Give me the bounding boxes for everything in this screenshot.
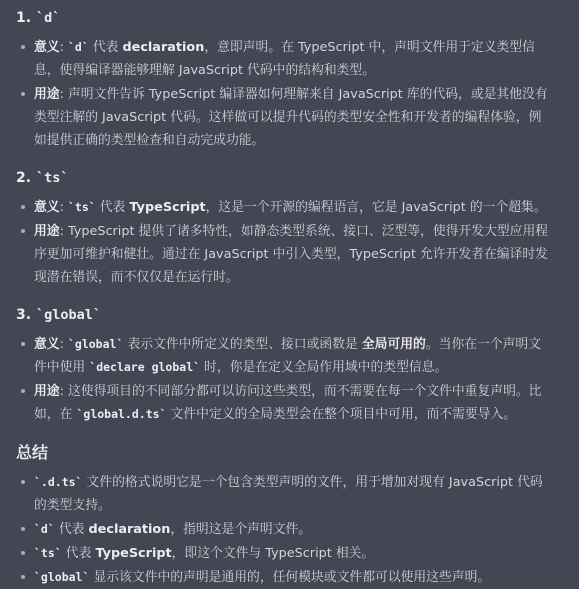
item-text	[34, 570, 490, 585]
text-run: :	[59, 200, 68, 215]
section-d	[16, 6, 549, 152]
section-global	[16, 303, 549, 426]
list-item	[34, 333, 549, 379]
text-run: ，即这个文件与 TypeScript 相关。	[171, 546, 375, 561]
list-item	[34, 471, 549, 517]
section-code: `global`	[35, 307, 101, 323]
text-run: :	[59, 40, 68, 55]
bullet-list	[16, 471, 549, 589]
text-run: : 声明文件告诉 TypeScript 编译器如何理解来自 JavaScript 库的代码，或是其他没有类型注解的 JavaScript 代码。这样做可以提升代码的类型安全性和开发者的编程体验，例如提供正确的类型检查和自动完成功能。	[34, 87, 548, 148]
item-text	[34, 337, 541, 375]
inline-code: `global.d.ts`	[76, 407, 167, 421]
bold-text: declaration	[122, 40, 205, 55]
bold-text: 全局可用的	[361, 337, 426, 352]
text-run: :	[59, 337, 68, 352]
item-label: 用途	[34, 87, 60, 102]
item-text	[34, 475, 543, 513]
list-item	[34, 220, 549, 289]
inline-code: `d`	[67, 40, 89, 54]
item-label: 意义	[34, 337, 60, 352]
text-run: 表示文件中所定义的类型、接口或函数是	[123, 337, 362, 352]
text-run: ，意即声明。在 TypeScript 中，声明文件用于定义类型信息，使得编译器能够理解 JavaScript 代码中的结构和类型。	[34, 40, 535, 78]
text-run: 代表	[61, 546, 96, 561]
item-text	[34, 224, 548, 285]
bullet-list	[16, 333, 549, 426]
text-run: 显示该文件中的声明是通用的，任何模块或文件都可以使用这些声明。	[89, 570, 491, 585]
text-run: : 这使得项目的不同部分都可以访问这些类型，而不需要在每一个文件中重复声明。比如，在	[34, 384, 542, 422]
item-label: 意义	[34, 40, 60, 55]
text-run: ，这是一个开源的编程语言，它是 JavaScript 的一个超集。	[205, 200, 547, 215]
text-run: 代表	[54, 522, 89, 537]
section-ts	[16, 166, 549, 289]
summary-title: 总结	[16, 443, 49, 462]
item-label: 用途	[34, 384, 60, 399]
section-number: 3.	[16, 307, 36, 323]
inline-code: `declare global`	[89, 360, 201, 374]
item-text	[34, 546, 374, 561]
section-number: 1.	[16, 10, 36, 26]
text-run: ，指明这是个声明文件。	[170, 522, 312, 537]
text-run: 文件中定义的全局类型会在整个项目中可用，而不需要导入。	[166, 407, 517, 422]
text-run: 代表	[88, 40, 123, 55]
item-text	[60, 200, 547, 215]
text-run: 代表	[95, 200, 130, 215]
item-text	[34, 522, 311, 537]
item-text	[34, 40, 535, 78]
inline-code: `ts`	[67, 200, 96, 214]
text-run: 文件的格式说明它是一个包含类型声明的文件，用于增加对现有 JavaScript 代码的类型支持。	[34, 475, 543, 513]
item-label: 意义	[34, 200, 60, 215]
bullet-list	[16, 36, 549, 152]
section-heading	[16, 166, 549, 191]
inline-code: `d`	[34, 522, 55, 536]
list-item	[34, 83, 549, 152]
text-run: 。当你在一个声明文件中使用	[34, 337, 542, 375]
list-item	[34, 380, 549, 426]
section-heading	[16, 6, 549, 31]
bold-text: TypeScript	[129, 200, 206, 215]
list-item	[34, 542, 549, 565]
text-run: 时，你是在定义全局作用域中的类型信息。	[200, 360, 448, 375]
section-code: `ts`	[35, 170, 69, 186]
item-text	[34, 87, 548, 148]
text-run: : TypeScript 提供了诸多特性，如静态类型系统、接口、泛型等，使得开发大型应用程序更加可维护和健壮。通过在 JavaScript 中引入类型，TypeScript 允许开发者在编译时发现潜在错误，而不仅仅是在运行时。	[34, 224, 549, 285]
inline-code: `ts`	[34, 546, 62, 560]
summary-section	[16, 440, 549, 589]
item-label: 用途	[34, 224, 60, 239]
section-number: 2.	[16, 170, 36, 186]
bullet-list	[16, 196, 549, 289]
section-heading	[16, 303, 549, 328]
item-text	[34, 384, 541, 422]
inline-code: `global`	[34, 570, 90, 584]
inline-code: `global`	[67, 337, 124, 351]
list-item	[34, 196, 549, 219]
list-item	[34, 36, 549, 82]
bold-text: declaration	[88, 522, 171, 537]
list-item	[34, 518, 549, 541]
section-code: `d`	[35, 10, 61, 26]
inline-code: `.d.ts`	[34, 475, 83, 489]
list-item	[34, 566, 549, 589]
bold-text: TypeScript	[95, 546, 172, 561]
